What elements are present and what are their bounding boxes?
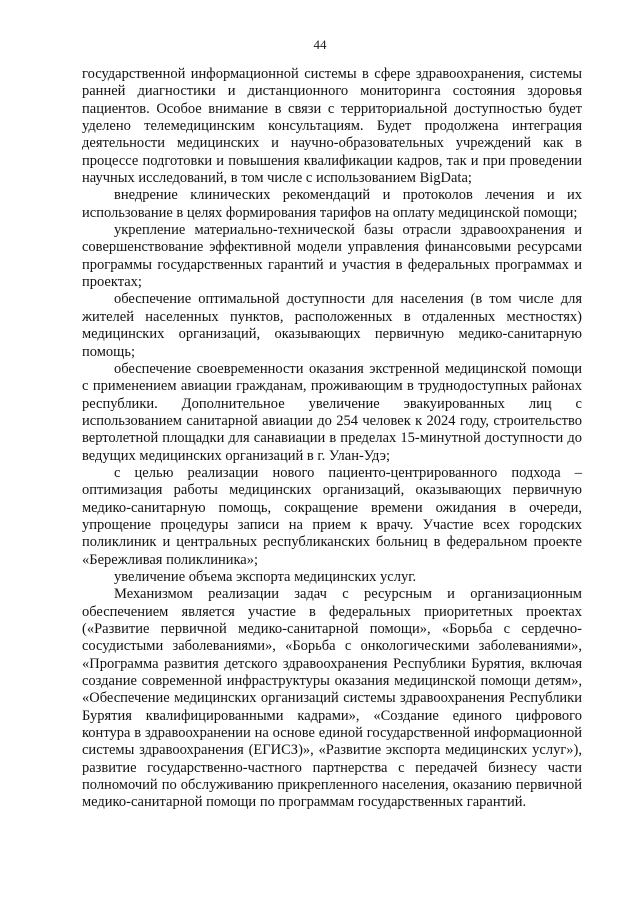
paragraph-continuation: государственной информационной системы в сфере здравоохранения, системы ранней диагностики и дистанционного мониторинга состояния здоровья пациентов. Особое внимание в связи с территориальной доступностью будет уделено телемедицинским консультациям. Будет продолжена интеграция деятельности медицинских и научно-образовательных учреждений как в процессе подготовки и повышения квалификации кадров, так и при проведении научных исследований, в том числе с использованием BigData; <box>82 66 582 187</box>
paragraph: увеличение объема экспорта медицинских услуг. <box>114 568 417 585</box>
paragraph: с целью реализации нового пациенто-центрированного подхода – оптимизация работы медицинских организаций, оказывающих первичную медико-санитарную помощь, сокращение времени ожидания в очереди, упрощение процедуры записи на прием к врачу. Участие всех городских поликлиник и центральных республиканских больниц в федеральном проекте «Бережливая поликлиника»; <box>82 464 582 568</box>
paragraph: обеспечение оптимальной доступности для населения (в том числе для жителей населенных пунктов, расположенных в отдаленных местностях) медицинских организаций, оказывающих первичную медико-санитарную помощь; <box>82 291 582 360</box>
paragraph: внедрение клинических рекомендаций и протоколов лечения и их использование в целях формирования тарифов на оплату медицинской помощи; <box>82 187 582 221</box>
body-text <box>82 66 582 812</box>
page-number: 44 <box>313 37 327 52</box>
paragraph: укрепление материально-технической базы отрасли здравоохранения и совершенствование эффективной модели управления финансовыми ресурсами программы государственных гарантий и участия в федеральных программах и проектах; <box>82 222 582 291</box>
paragraph: обеспечение своевременности оказания экстренной медицинской помощи с применением авиации гражданам, проживающим в труднодоступных районах республики. Дополнительное увеличение эвакуированных лиц с использованием санитарной авиации до 254 человек к 2024 году, строительство вертолетной площадки для санавиации в пределах 15-минутной доступности до ведущих медицинских организаций в г. Улан-Удэ; <box>82 360 582 464</box>
paragraph: Механизмом реализации задач с ресурсным и организационным обеспечением является участие в федеральных приоритетных проектах («Развитие первичной медико-санитарной помощи», «Борьба с сердечно-сосудистыми заболеваниями», «Борьба с онкологическими заболеваниями», «Программа развития детского здравоохранения Республики Бурятия, включая создание современной инфраструктуры оказания медицинской помощи детям», «Обеспечение медицинских организаций системы здравоохранения Республики Бурятия квалифицированными кадрами», «Создание единого цифрового контура в здравоохранении на основе единой государственной информационной системы здравоохранения (ЕГИСЗ)», «Развитие экспорта медицинских услуг»), развитие государственно-частного партнерства с передачей бизнесу части полномочий по обслуживанию прикрепленного населения, оказанию первичной медико-санитарной помощи по программам государственных гарантий. <box>82 586 582 811</box>
